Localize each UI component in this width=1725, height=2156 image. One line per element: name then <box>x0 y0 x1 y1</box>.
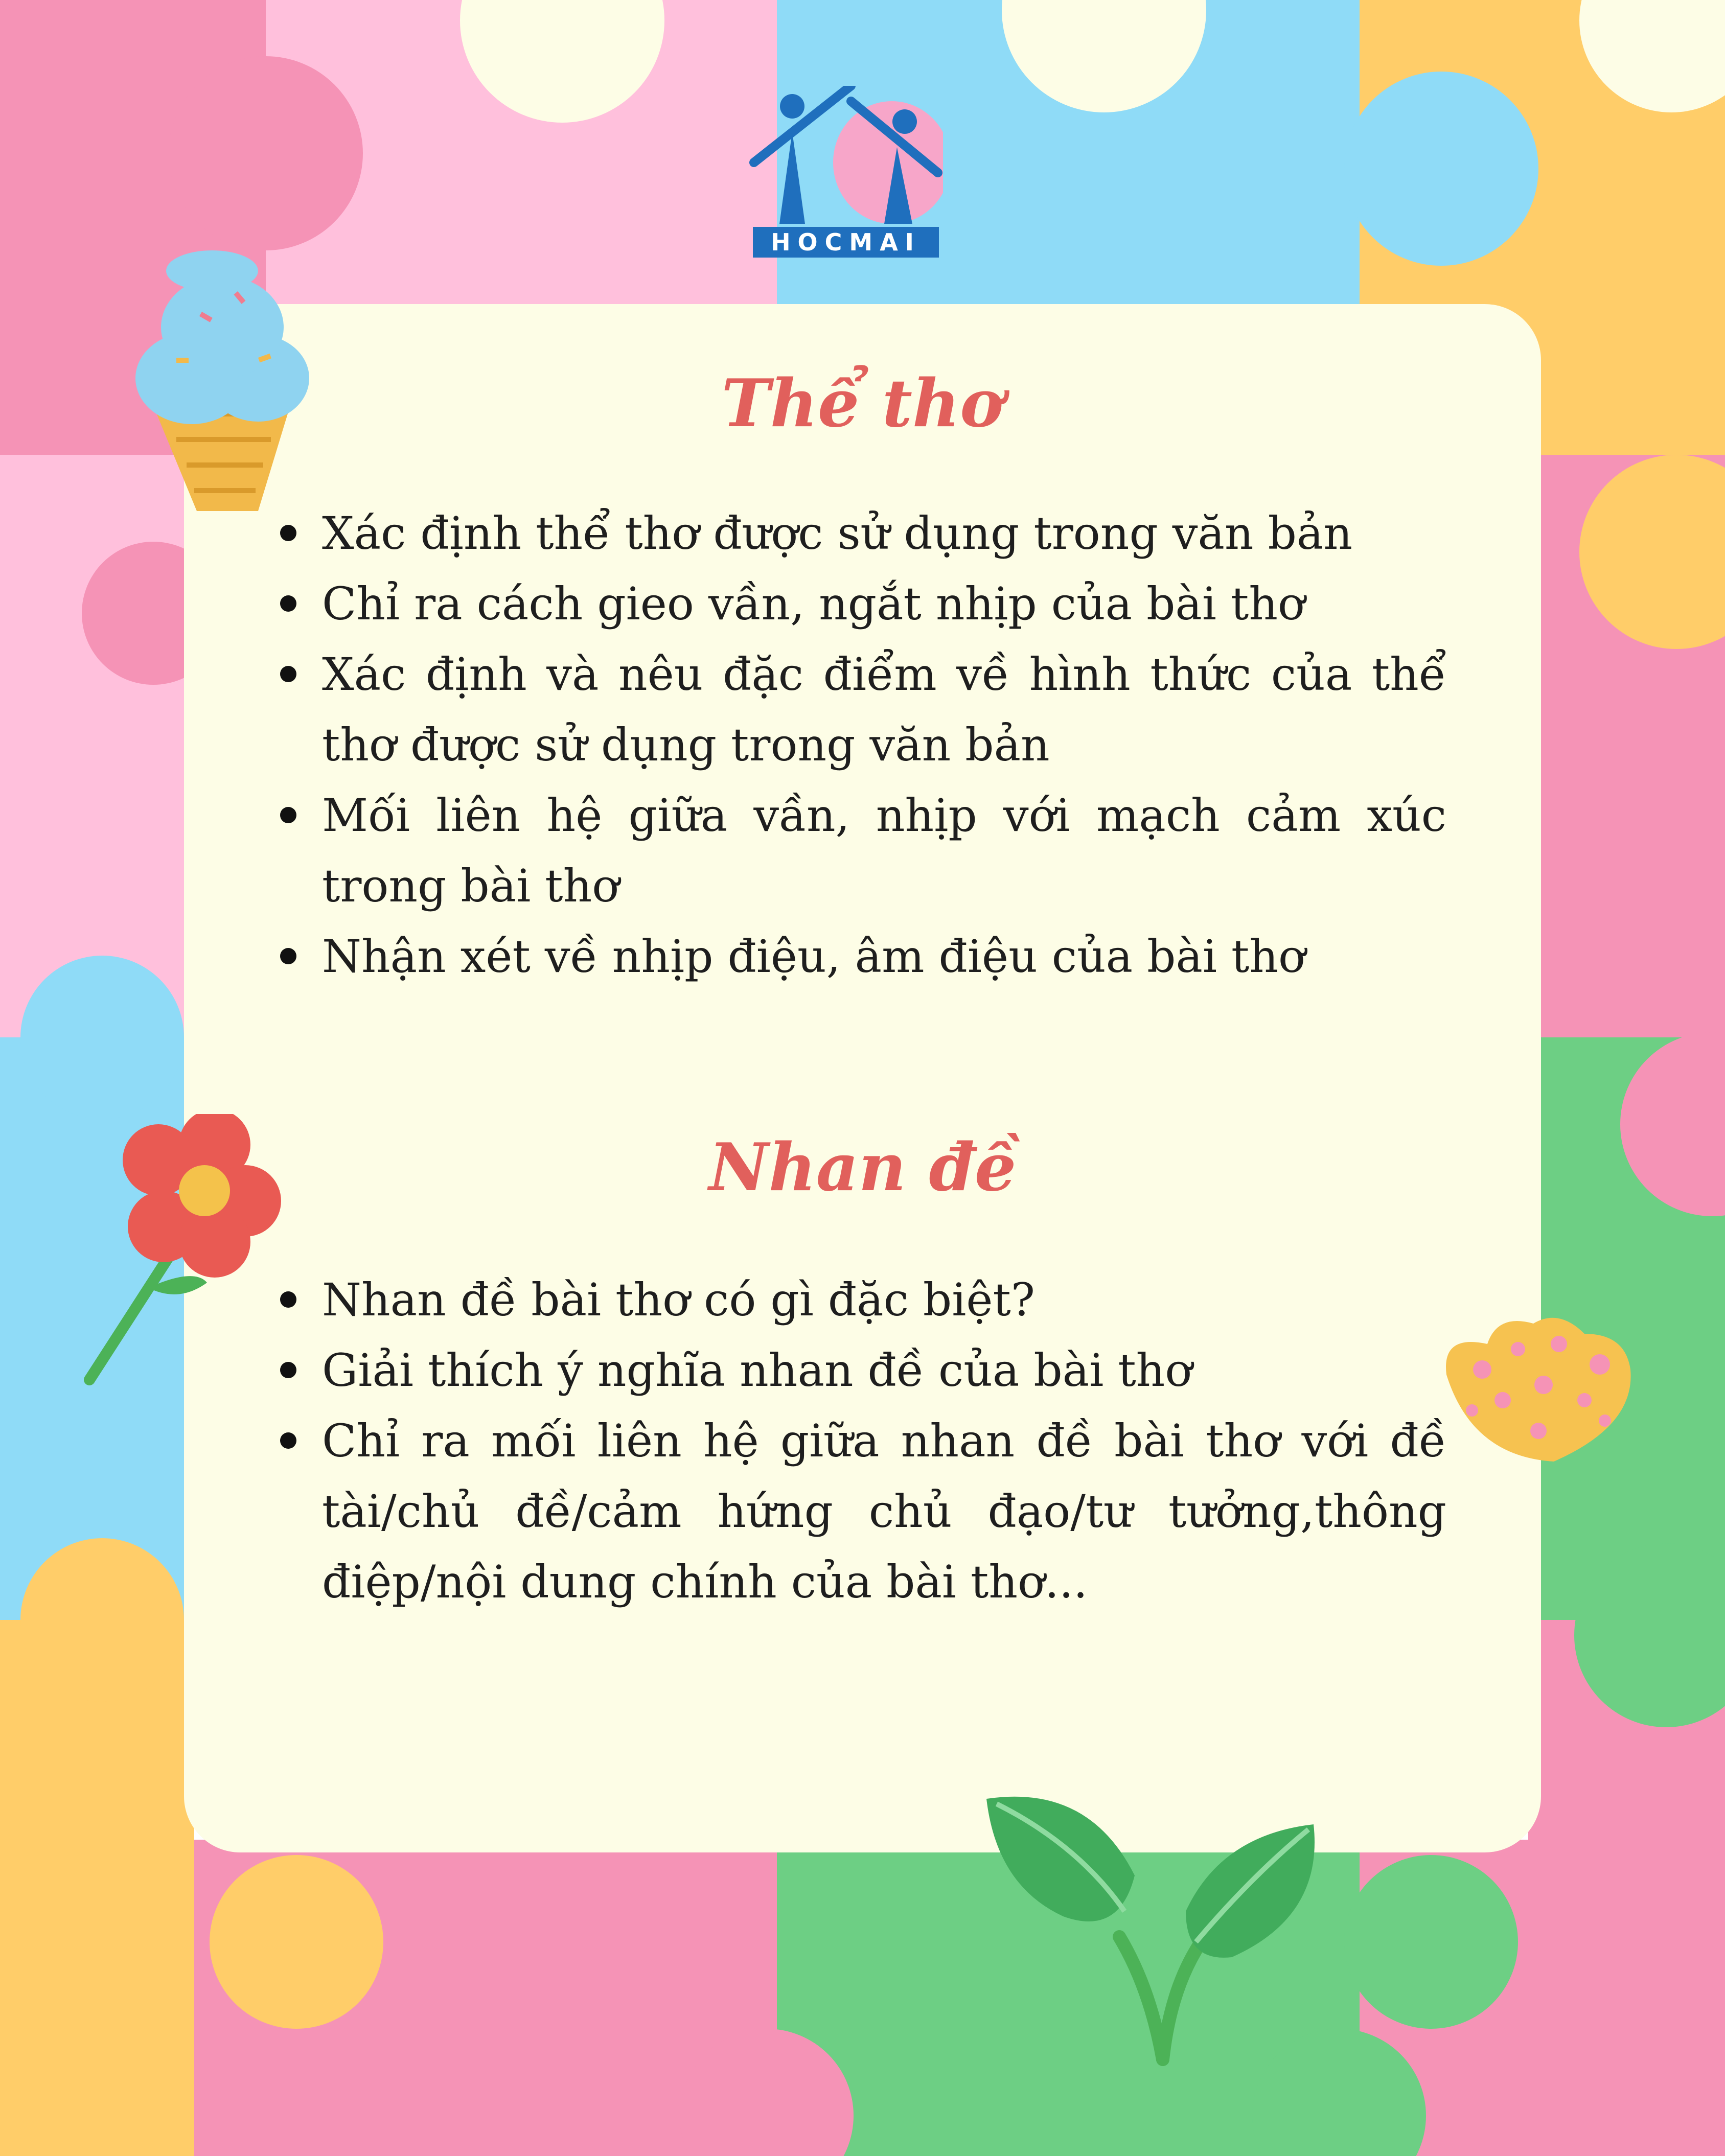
list-item: Xác định thể thơ được sử dụng trong văn bản <box>271 498 1446 569</box>
ice-cream-icon <box>135 250 314 516</box>
hocmai-logo <box>749 86 943 265</box>
list-item: Xác định và nêu đặc điểm về hình thức của thể thơ được sử dụng trong văn bản <box>271 639 1446 780</box>
content-card <box>184 304 1541 1852</box>
list-item: Nhan đề bài thơ có gì đặc biệt? <box>271 1265 1446 1335</box>
list-item: Nhận xét về nhịp điệu, âm điệu của bài thơ <box>271 921 1446 992</box>
sprout-icon <box>986 1783 1334 2070</box>
logo-text: HOCMAI <box>753 227 939 258</box>
heart-shape-icon <box>1441 1313 1636 1467</box>
list-item: Mối liên hệ giữa vần, nhịp với mạch cảm xúc trong bài thơ <box>271 780 1446 921</box>
list-item: Giải thích ý nghĩa nhan đề của bài thơ <box>271 1335 1446 1406</box>
flower-icon <box>77 1114 291 1390</box>
section-title-nhan-de: Nhan đề <box>708 1129 1017 1206</box>
the-tho-list <box>271 498 1446 992</box>
list-item: Chỉ ra mối liên hệ giữa nhan đề bài thơ với đề tài/chủ đề/cảm hứng chủ đạo/tư tưởng,thông điệp/nội dung chính của bài thơ... <box>271 1406 1446 1617</box>
section-title-the-tho: Thể thơ <box>721 365 1004 442</box>
list-item: Chỉ ra cách gieo vần, ngắt nhịp của bài thơ <box>271 569 1446 639</box>
nhan-de-list <box>271 1265 1446 1617</box>
